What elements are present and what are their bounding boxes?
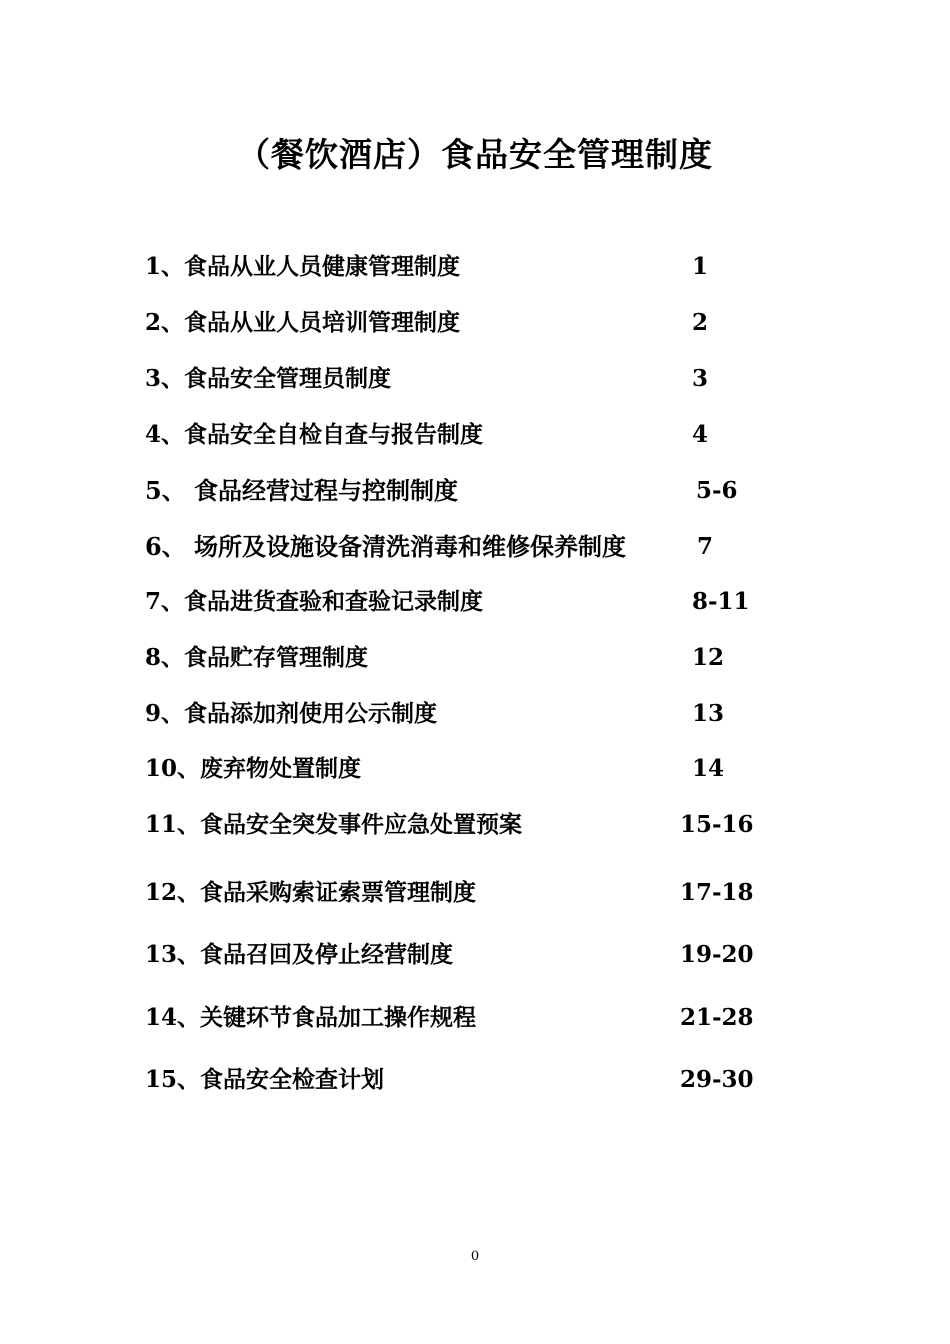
toc-item-label: 2、食品从业人员培训管理制度: [145, 309, 461, 336]
toc-item[interactable]: [0, 694, 950, 734]
toc-item[interactable]: [0, 935, 950, 975]
toc-item-label: 6、 场所及设施设备清洗消毒和维修保养制度: [145, 532, 627, 561]
toc-item-label: 13、食品召回及停止经营制度: [145, 941, 454, 968]
toc-item[interactable]: [0, 582, 950, 622]
toc-item-page: 12: [692, 644, 725, 671]
toc-item-page: 1: [692, 253, 709, 280]
toc-item-page: 2: [692, 309, 709, 336]
toc-item-page: 29-30: [680, 1066, 754, 1093]
toc-item[interactable]: [0, 247, 950, 287]
toc-item-page: 7: [697, 533, 714, 560]
document-title: （餐饮酒店）食品安全管理制度: [237, 135, 713, 174]
toc-item[interactable]: [0, 1060, 950, 1100]
toc-item-label: 14、关键环节食品加工操作规程: [145, 1004, 477, 1031]
toc-item[interactable]: [0, 749, 950, 789]
toc-item[interactable]: [0, 471, 950, 511]
toc-item-label: 11、食品安全突发事件应急处置预案: [145, 811, 523, 838]
toc-item-page: 3: [692, 365, 709, 392]
page-number: 0: [470, 1249, 480, 1264]
toc-item-label: 1、食品从业人员健康管理制度: [145, 253, 461, 280]
toc-item-page: 19-20: [680, 941, 754, 968]
toc-item-page: 8-11: [692, 588, 750, 615]
toc-item-label: 3、食品安全管理员制度: [145, 365, 392, 392]
toc-item-label: 15、食品安全检查计划: [145, 1066, 385, 1093]
toc-item[interactable]: [0, 638, 950, 678]
toc-item-label: 8、食品贮存管理制度: [145, 644, 369, 671]
toc-item-label: 4、食品安全自检自查与报告制度: [145, 421, 484, 448]
toc-item-page: 13: [692, 700, 725, 727]
toc-item-label: 5、 食品经营过程与控制制度: [145, 476, 459, 505]
toc-item[interactable]: [0, 359, 950, 399]
toc-item[interactable]: [0, 998, 950, 1038]
toc-item[interactable]: [0, 527, 950, 567]
toc-item-label: 9、食品添加剂使用公示制度: [145, 700, 438, 727]
toc-item-page: 17-18: [680, 879, 754, 906]
toc-item[interactable]: [0, 805, 950, 845]
toc-item-label: 7、食品进货查验和查验记录制度: [145, 588, 484, 615]
toc-item-page: 15-16: [680, 811, 754, 838]
toc-item-label: 10、废弃物处置制度: [145, 755, 362, 782]
toc-item-page: 14: [692, 755, 725, 782]
toc-item[interactable]: [0, 303, 950, 343]
toc-item-label: 12、食品采购索证索票管理制度: [145, 879, 477, 906]
toc-item[interactable]: [0, 873, 950, 913]
toc-item[interactable]: [0, 415, 950, 455]
toc-item-page: 21-28: [680, 1004, 754, 1031]
toc-item-page: 5-6: [696, 477, 738, 504]
toc-item-page: 4: [692, 421, 709, 448]
